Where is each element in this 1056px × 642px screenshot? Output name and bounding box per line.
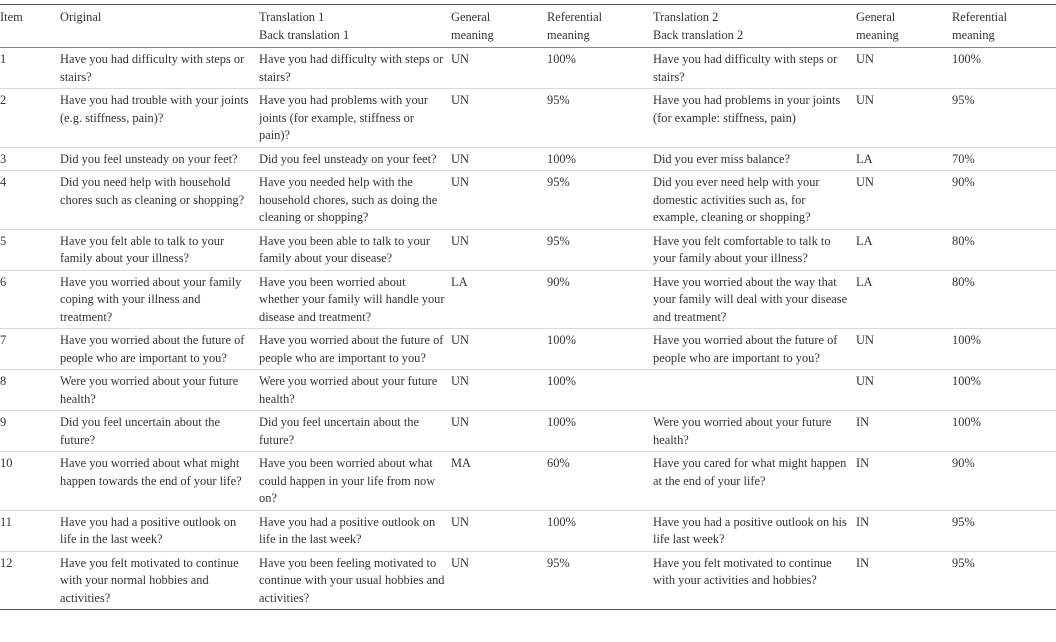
cell-general-meaning-2: UN [856,93,874,107]
cell-item: 2 [0,93,7,107]
cell-general-meaning-1: LA [451,274,468,289]
cell-item: 8 [0,374,7,388]
translation-comparison-table [0,4,1056,610]
cell-back-translation-1: Did you feel uncertain about the future? [259,415,419,447]
cell-referential-meaning-1: 95% [547,175,570,189]
cell-back-translation-1: Did you feel unsteady on your feet? [259,151,437,166]
cell-original: Did you feel unsteady on your feet? [60,151,238,166]
cell-original: Did you need help with household chores such as cleaning or shopping? [60,175,245,207]
cell-referential-meaning-2: 90% [952,456,975,470]
table-row [0,89,1056,148]
cell-general-meaning-1: UN [451,374,469,388]
table-row [0,147,1056,171]
cell-general-meaning-2: IN [856,456,870,470]
header-translation-2: Translation 2 Back translation 2 [653,10,744,42]
cell-original: Have you had difficulty with steps or stairs? [60,52,245,84]
header-original: Original [60,10,102,24]
cell-back-translation-2: Have you had a positive outlook on his life last week? [653,514,847,546]
cell-general-meaning-2: UN [856,175,874,189]
cell-back-translation-1: Have you worried about the future of people who are important to you? [259,333,444,365]
cell-back-translation-2 [653,370,856,411]
cell-original: Have you had a positive outlook on life in the last week? [60,514,237,546]
cell-general-meaning-1: UN [451,233,469,248]
table-row [0,452,1056,511]
cell-general-meaning-2: UN [856,52,874,66]
cell-referential-meaning-2: 95% [952,555,975,570]
cell-general-meaning-2: IN [856,514,870,529]
cell-general-meaning-2: UN [856,333,874,347]
cell-back-translation-2: Have you worried about the way that your family will deal with your disease and treatment? [653,274,848,324]
cell-general-meaning-1: UN [451,514,469,529]
cell-back-translation-1: Have you had problems with your joints (for example, stiffness or pain)? [259,93,428,142]
table-row [0,370,1056,411]
cell-back-translation-2: Have you cared for what might happen at the end of your life? [653,456,847,488]
cell-item: 11 [0,514,12,529]
cell-referential-meaning-1: 100% [547,514,576,529]
cell-referential-meaning-2: 90% [952,175,975,189]
cell-original: Have you worried about the future of people who are important to you? [60,333,245,365]
header-general-meaning-2: General meaning [856,10,899,42]
cell-item: 6 [0,274,7,289]
header-general-meaning-1: General meaning [451,10,494,42]
cell-original: Were you worried about your future health? [60,374,239,406]
cell-item: 4 [0,175,7,189]
cell-item: 1 [0,52,7,66]
header-row [0,5,1056,48]
cell-item: 3 [0,151,7,166]
cell-general-meaning-1: UN [451,415,469,429]
cell-general-meaning-1: UN [451,175,469,189]
cell-referential-meaning-1: 95% [547,93,570,107]
cell-original: Did you feel uncertain about the future? [60,415,220,447]
cell-general-meaning-1: UN [451,555,469,570]
table-row [0,329,1056,370]
cell-referential-meaning-1: 95% [547,233,570,248]
cell-general-meaning-2: LA [856,274,873,289]
cell-item: 12 [0,555,13,570]
cell-back-translation-2: Were you worried about your future health? [653,415,832,447]
cell-back-translation-1: Have you had difficulty with steps or stairs? [259,52,444,84]
cell-referential-meaning-1: 100% [547,151,576,166]
cell-back-translation-2: Did you ever miss balance? [653,151,790,166]
cell-back-translation-2: Have you had difficulty with steps or stairs? [653,52,838,84]
cell-back-translation-1: Were you worried about your future health? [259,374,438,406]
cell-general-meaning-2: LA [856,233,873,248]
cell-referential-meaning-1: 90% [547,274,570,289]
table-row [0,270,1056,329]
cell-general-meaning-2: UN [856,374,874,388]
cell-general-meaning-2: LA [856,151,873,166]
cell-referential-meaning-2: 100% [952,374,981,388]
cell-back-translation-2: Have you had problems in your joints (for example: stiffness, pain) [653,93,841,125]
cell-general-meaning-1: UN [451,93,469,107]
cell-referential-meaning-2: 80% [952,233,975,248]
cell-original: Have you worried about what might happen towards the end of your life? [60,456,242,488]
table-body [0,48,1056,610]
cell-back-translation-2: Have you felt motivated to continue with your activities and hobbies? [653,555,832,587]
cell-back-translation-1: Have you been worried about what could happen in your life from now on? [259,456,436,505]
table-row [0,48,1056,89]
cell-back-translation-1: Have you needed help with the household chores, such as doing the cleaning or shopping? [259,175,438,224]
cell-original: Have you felt motivated to continue with your normal hobbies and activities? [60,555,239,605]
cell-item: 9 [0,415,7,429]
table-row [0,229,1056,270]
cell-original: Have you had trouble with your joints (e.g. stiffness, pain)? [60,93,249,125]
header-referential-meaning-1: Referential meaning [547,10,603,42]
table-row [0,411,1056,452]
cell-referential-meaning-1: 100% [547,52,576,66]
cell-general-meaning-2: IN [856,415,870,429]
table-row [0,171,1056,230]
cell-referential-meaning-2: 70% [952,151,975,166]
cell-referential-meaning-2: 95% [952,514,975,529]
cell-original: Have you worried about your family coping with your illness and treatment? [60,274,242,324]
header-referential-meaning-2: Referential meaning [952,10,1008,42]
cell-referential-meaning-1: 100% [547,374,576,388]
cell-back-translation-1: Have you had a positive outlook on life in the last week? [259,514,436,546]
header-translation-1: Translation 1 Back translation 1 [259,10,350,42]
cell-back-translation-1: Have you been feeling motivated to continue with your usual hobbies and activities? [259,555,445,605]
cell-item: 10 [0,456,13,470]
cell-general-meaning-1: UN [451,151,469,166]
cell-general-meaning-1: MA [451,456,471,470]
header-item: Item [0,10,23,24]
cell-general-meaning-2: IN [856,555,870,570]
cell-item: 5 [0,233,7,248]
cell-item: 7 [0,333,7,347]
cell-back-translation-2: Have you worried about the future of people who are important to you? [653,333,838,365]
cell-general-meaning-1: UN [451,333,469,347]
table-row [0,551,1056,610]
cell-referential-meaning-1: 100% [547,415,576,429]
cell-back-translation-2: Have you felt comfortable to talk to your family about your illness? [653,233,831,265]
cell-referential-meaning-2: 100% [952,415,981,429]
cell-referential-meaning-2: 100% [952,333,981,347]
cell-back-translation-2: Did you ever need help with your domestic activities such as, for example, cleaning or shopping? [653,175,820,224]
cell-referential-meaning-1: 100% [547,333,576,347]
cell-referential-meaning-2: 80% [952,274,975,289]
cell-original: Have you felt able to talk to your family about your illness? [60,233,225,265]
table-row [0,510,1056,551]
cell-referential-meaning-1: 60% [547,456,570,470]
cell-general-meaning-1: UN [451,52,469,66]
cell-back-translation-1: Have you been able to talk to your family about your disease? [259,233,431,265]
cell-referential-meaning-2: 95% [952,93,975,107]
cell-back-translation-1: Have you been worried about whether your family will handle your disease and treatment? [259,274,445,324]
cell-referential-meaning-1: 95% [547,555,570,570]
cell-referential-meaning-2: 100% [952,52,981,66]
